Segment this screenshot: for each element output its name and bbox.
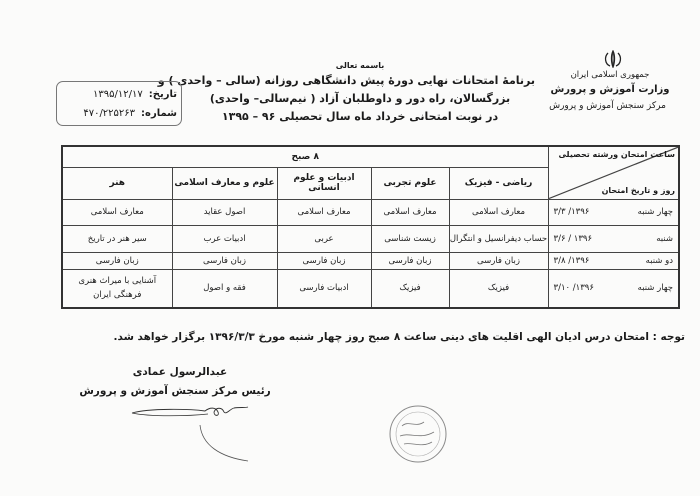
date: ۱۳۹۶/ ۳/۸ [553, 255, 590, 266]
note-text: توجه : امتحان درس ادیان الهی اقلیت های دینی ساعت ۸ صبح روز چهار شنبه مورخ ۱۳۹۶/۳/۳ برگزار خواهد شد. [113, 331, 685, 343]
corner-top-label: ساعت امتحان ورشته تحصیلی [558, 150, 676, 159]
exam-schedule-table [61, 145, 680, 309]
date-row [61, 85, 177, 103]
number-row [61, 104, 177, 122]
table-cell: معارف اسلامی [277, 199, 371, 225]
document-title-line2: بزرگسالان، راه دور و داوطلبان آزاد ( نیم‌سالی– واحدی) [209, 92, 511, 105]
table-cell: زبان فارسی [62, 252, 172, 269]
date: ۱۳۹۶ / ۳/۶ [553, 233, 593, 244]
table-cell: فیزیک [371, 269, 449, 308]
table-cell: فقه و اصول [172, 269, 277, 308]
document-title-line1: برنامۀ امتحانات نهایی دورۀ پیش دانشگاهی روزانه (سالی – واحدی ) و [157, 74, 535, 87]
org-country: جمهوری اسلامی ایران [570, 70, 650, 80]
time-header: ۸ صبح [62, 146, 548, 167]
table-cell: زبان فارسی [371, 252, 449, 269]
signer-title: رئیس مرکز سنجش آموزش و پرورش [79, 385, 271, 397]
number-value: ۴۷۰/۲۲۵۲۶۳ [83, 107, 136, 119]
date-label: تاریخ: [148, 88, 177, 100]
table-cell: زیست شناسی [371, 225, 449, 252]
table-cell: ادبیات فارسی [277, 269, 371, 308]
corner-header-cell [548, 146, 679, 199]
column-header: ادبیات و علوم انسانی [277, 167, 371, 199]
table-cell: فیزیک [449, 269, 548, 308]
day-date-cell [548, 269, 679, 308]
day: دو شنبه [645, 255, 674, 266]
day-date-cell [548, 225, 679, 252]
table-row [62, 252, 679, 269]
signature-icon [130, 405, 250, 463]
reference-box [56, 81, 182, 126]
org-ministry: وزارت آموزش و پرورش [550, 84, 670, 95]
day: چهار شنبه [637, 283, 674, 294]
table-cell: ادبیات عرب [172, 225, 277, 252]
document-title-line3: در نوبت امتحانی خرداد ماه سال تحصیلی ۹۶ – ۱۳۹۵ [221, 110, 499, 123]
official-stamp [378, 402, 458, 470]
table-cell: عربی [277, 225, 371, 252]
table-cell: معارف اسلامی [62, 199, 172, 225]
column-header: ریاضی - فیزیک [449, 167, 548, 199]
table-cell: زبان فارسی [449, 252, 548, 269]
table-cell: سیر هنر در تاریخ [62, 225, 172, 252]
table-cell: اصول عقاید [172, 199, 277, 225]
table-cell: معارف اسلامی [371, 199, 449, 225]
corner-bottom-label: روز و تاریخ امتحان [601, 185, 676, 195]
date: ۱۳۹۶/ ۳/۳ [553, 207, 590, 217]
iran-emblem-icon [602, 50, 624, 68]
day: شنبه [656, 233, 674, 244]
column-header: هنر [62, 167, 172, 199]
table-cell: آشنایی با میراث هنری فرهنگی ایران [62, 269, 172, 308]
table-cell: حساب دیفرانسیل و انتگرال [449, 225, 548, 252]
table-cell: معارف اسلامی [449, 199, 548, 225]
basmala: باسمه تعالی [335, 61, 385, 70]
day-date-cell [548, 199, 679, 225]
day-date-cell [548, 252, 679, 269]
table-cell: زبان فارسی [277, 252, 371, 269]
org-center: مرکز سنجش آموزش و پرورش [549, 101, 666, 111]
day: چهار شنبه [637, 207, 674, 217]
column-header: علوم و معارف اسلامی [172, 167, 277, 199]
table-row [62, 225, 679, 252]
signer-name: عبدالرسول عمادی [132, 366, 228, 378]
number-label: شماره: [141, 107, 177, 119]
table-row [62, 269, 679, 308]
column-header: علوم تجربی [371, 167, 449, 199]
date: ۱۳۹۶/ ۳/۱۰ [553, 283, 594, 294]
table-header-row-time [62, 146, 679, 167]
date-value: ۱۳۹۵/۱۲/۱۷ [93, 88, 143, 100]
table-row [62, 199, 679, 225]
table-cell: زبان فارسی [172, 252, 277, 269]
